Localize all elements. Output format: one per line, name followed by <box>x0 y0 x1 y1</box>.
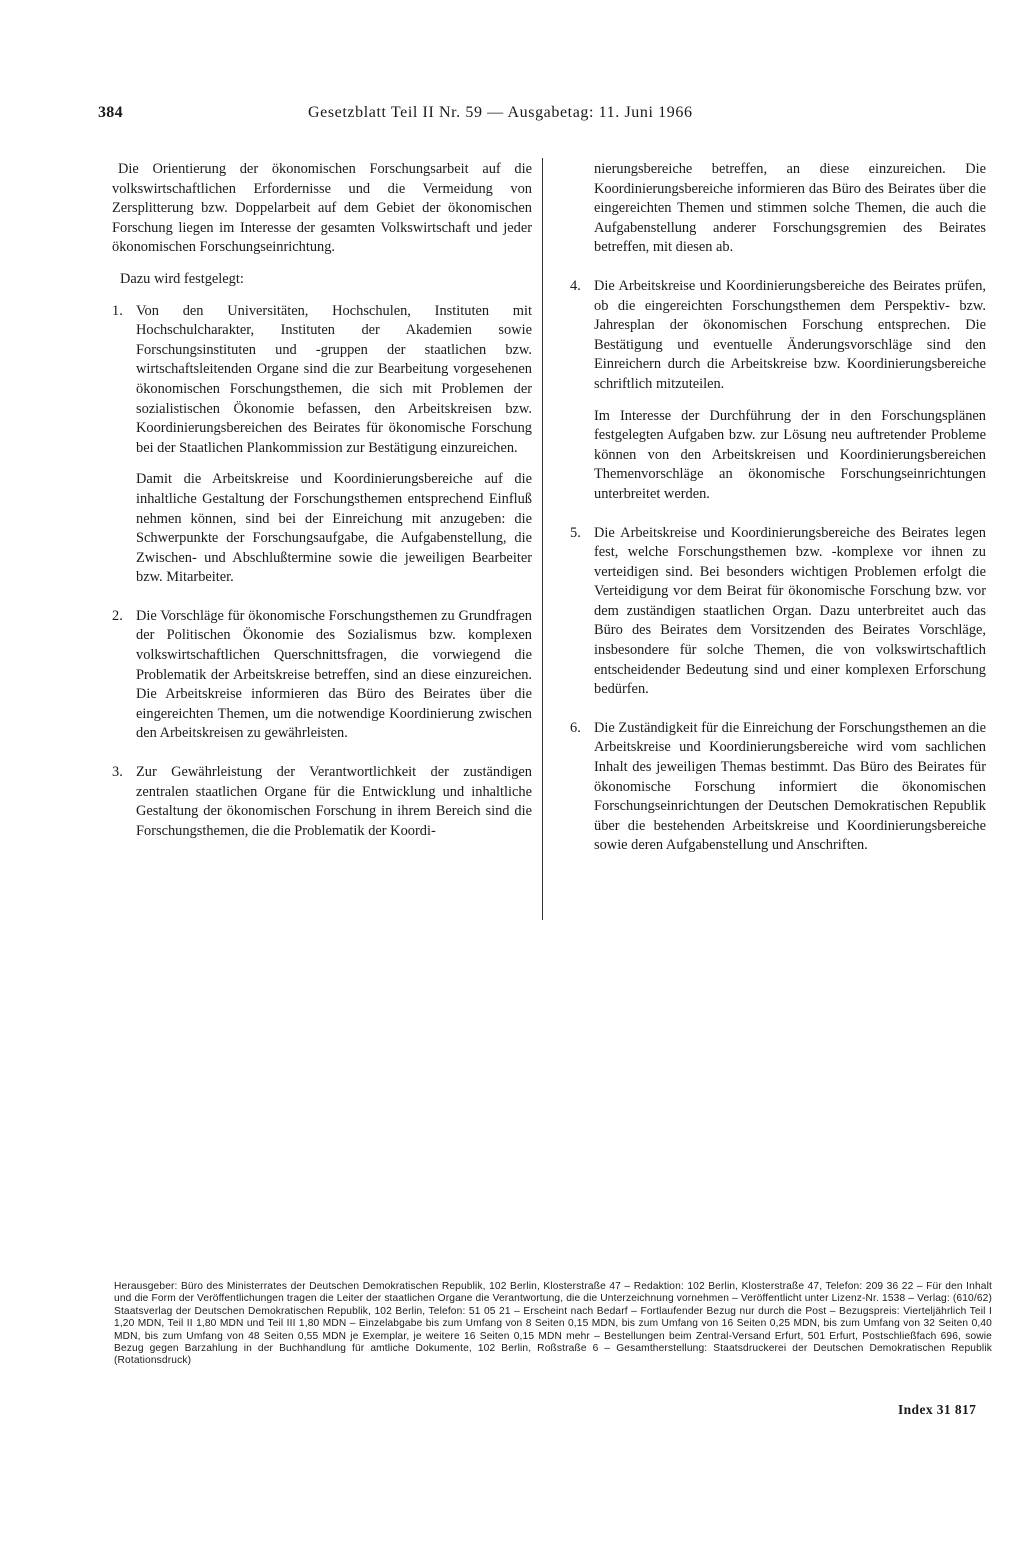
page-header <box>86 100 986 130</box>
item-number: 5. <box>570 524 581 541</box>
list-item-2 <box>112 607 532 744</box>
list-item-5 <box>570 524 986 700</box>
lead-paragraph: Dazu wird festgelegt: <box>120 270 244 287</box>
item-3-continuation: nierungsbereiche betreffen, an diese einzureichen. Die Koordinierungsbereiche informieren das Büro des Beirates über die eingereichten Themen und stimmen solche Themen, die auch die Aufgabenstellung anderer Forschungsgremien des Beirates betreffen, mit diesen ab. <box>594 161 986 256</box>
item-number: 1. <box>112 302 123 319</box>
index-number: Index 31 817 <box>898 1402 977 1417</box>
item-text: Die Arbeitskreise und Koordinierungsbereiche des Beirates prüfen, ob die eingereichten Forschungsthemen dem Perspektiv- bzw. Jahresplan der ökonomischen Forschung entsprechen. Die Bestätigung und eventuelle Änderungsvorschläge sind den Einreichern durch die Arbeitskreise bzw. Koordinierungsbereiche schriftlich mitzuteilen. <box>594 277 986 392</box>
item-number: 2. <box>112 607 123 624</box>
item-1-subparagraph: Damit die Arbeitskreise und Koordinierungsbereiche auf die inhaltliche Gestaltung der Forschungsthemen entsprechend Einfluß nehmen können, sind bei der Einreichung mit anzugeben: die Schwerpunkte der Forschungsaufgabe, die Aufgabenstellung, die Zwischen- und Abschlußtermine sowie die jeweiligen Bearbeiter bzw. Mitarbeiter. <box>136 471 532 586</box>
item-text: Die Arbeitskreise und Koordinierungsbereiche des Beirates legen fest, welche Forschungsthemen bzw. -komplexe vor ihnen zu verteidigen sind. Bei besonders wichtigen Problemen erfolgt die Verteidigung vor dem Beirat für ökonomische Forschung bzw. vor dem zuständigen staatlichen Organ. Dazu unterbreitet auch das Büro des Beirates dem Vorsitzenden des Beirates Vorschläge, insbesondere für solche Themen, die von volkswirtschaftlich entscheidender Bedeutung sind und einer komplexen Erforschung bedürfen. <box>594 524 986 698</box>
item-text: Von den Universitäten, Hochschulen, Instituten mit Hochschulcharakter, Instituten der Akademien sowie Forschungsinstituten und -gruppen der staatlichen bzw. wirtschaftsleitenden Organe sind die zur Bearbeitung vorgesehenen ökonomischen Forschungsthemen, die sich mit Problemen der sozialistischen Ökonomie befassen, den Arbeitskreisen bzw. Koordinierungsbereichen des Beirates für ökonomische Forschung bei der Staatlichen Plankommission zur Bestätigung einzureichen. <box>136 302 532 456</box>
imprint-block: Herausgeber: Büro des Ministerrates der Deutschen Demokratischen Republik, 102 Berlin, Klosterstraße 47 – Redaktion: 102 Berlin, Klosterstraße 47, Telefon: 209 36 22 – Für den Inhalt und die Form der Veröffentlichungen tragen die Leiter der staatlichen Organe die Verantwortung, die die Unterzeichnung vornehmen – Veröffentlicht unter Lizenz-Nr. 1538 – Verlag: (610/62) Staatsverlag der Deutschen Demokratischen Republik, 102 Berlin, Telefon: 51 05 21 – Erscheint nach Bedarf – Fortlaufender Bezug nur durch die Post – Bezugspreis: Vierteljährlich Teil I 1,20 MDN, Teil II 1,80 MDN und Teil III 1,80 MDN – Einzelabgabe bis zum Umfang von 8 Seiten 0,15 MDN, bis zum Umfang von 16 Seiten 0,25 MDN, bis zum Umfang von 32 Seiten 0,40 MDN, bis zum Umfang von 48 Seiten 0,55 MDN je Exemplar, je weitere 16 Seiten 0,15 MDN mehr – Bestellungen beim Zentral-Versand Erfurt, 501 Erfurt, Postschließfach 696, sowie Bezug gegen Barzahlung in der Buchhandlung für amtliche Dokumente, 102 Berlin, Roßstraße 6 – Gesamtherstellung: Staatsdruckerei der Deutschen Demokratischen Republik (Rotationsdruck) <box>114 1281 992 1367</box>
item-4-subparagraph: Im Interesse der Durchführung der in den Forschungsplänen festgelegten Aufgaben bzw. zur Lösung neu auftretender Probleme können von den Arbeitskreisen und Koordinierungsbereichen Themenvorschläge an ökonomische Forschungseinrichtungen unterbreitet werden. <box>594 407 986 502</box>
intro-paragraph: Die Orientierung der ökonomischen Forschungsarbeit auf die volkswirtschaftlichen Erfordernisse und die Vermeidung von Zersplitterung bzw. Doppelarbeit auf dem Gebiet der ökonomischen Forschung liegen im Interesse der gesamten Volkswirtschaft und jeder ökonomischen Forschungseinrichtung. <box>112 161 532 256</box>
item-text: Zur Gewährleistung der Verantwortlichkeit der zuständigen zentralen staatlichen Organe für die Entwicklung und inhaltliche Gestaltung der ökonomischen Forschung in ihrem Bereich sind die Forschungsthemen, die die Problematik der Koordi- <box>136 764 532 839</box>
item-text: Die Zuständigkeit für die Einreichung der Forschungsthemen an die Arbeitskreise und Koordinierungsbereiche wird vom sachlichen Inhalt des jeweiligen Themas bestimmt. Das Büro des Beirates für ökonomische Forschung informiert die ökonomischen Forschungseinrichtungen der Deutschen Demokratischen Republik über die bestehenden Arbeitskreise und Koordinierungsbereiche sowie deren Aufgabenstellung und Anschriften. <box>594 719 986 854</box>
item-number: 6. <box>570 719 581 736</box>
running-head: Gesetzblatt Teil II Nr. 59 — Ausgabetag: 11. Juni 1966 <box>308 104 693 121</box>
list-item-6 <box>570 719 986 856</box>
item-number: 4. <box>570 277 581 294</box>
list-item-4 <box>570 277 986 395</box>
item-number: 3. <box>112 764 123 781</box>
list-item-3 <box>112 763 532 841</box>
item-text: Die Vorschläge für ökonomische Forschungsthemen zu Grundfragen der Politischen Ökonomie des Sozialismus bzw. komplexen volkswirtschaftlichen Querschnittsfragen, die vorwiegend die Problematik der Arbeitskreise betreffen, sind an diese einzureichen. Die Arbeitskreise informieren das Büro des Beirates über die eingereichten Themen, um die notwendige Koordinierung zwischen den Arbeitskreisen zu gewährleisten. <box>136 607 532 742</box>
page-number: 384 <box>98 104 123 121</box>
list-item-1 <box>112 302 532 459</box>
left-column <box>112 160 532 841</box>
column-divider <box>542 158 543 920</box>
right-column <box>570 160 986 856</box>
